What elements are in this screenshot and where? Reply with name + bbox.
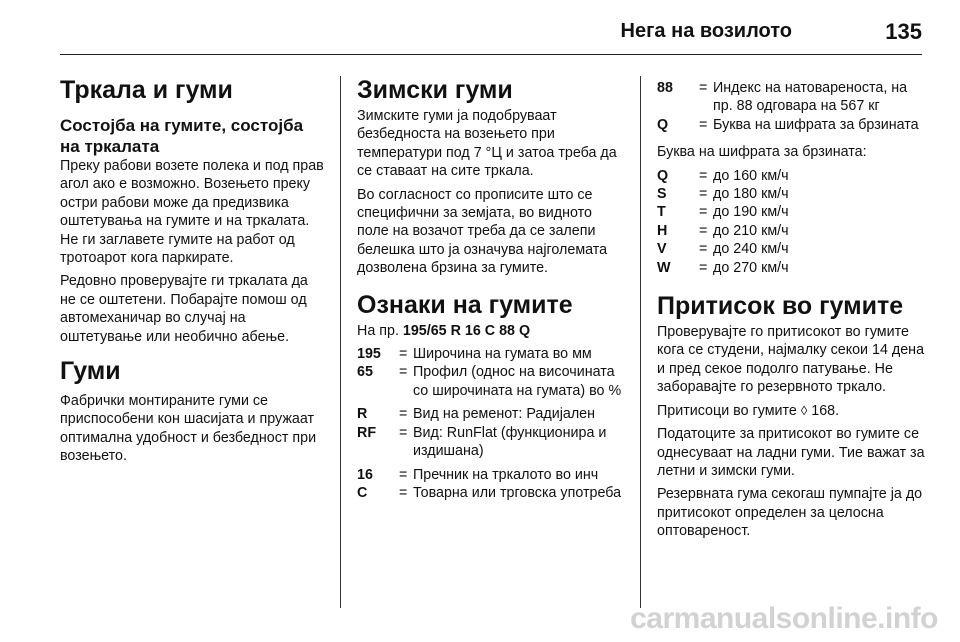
tyre-code-example	[357, 322, 625, 340]
paragraph: Во согласност со прописите што се специфични за земјата, во видното поле на возачот треба да се залепи белешка што ја означува најголемата дозволена брзина за гумите.	[357, 186, 608, 277]
definition-row	[357, 424, 625, 461]
reference-page[interactable]: 168.	[811, 402, 840, 419]
section-title-winter-tyres: Зимски гуми	[357, 76, 513, 104]
page-reference-icon: ◊	[800, 402, 808, 418]
definition-desc: Вид на ременот: Радијален	[413, 406, 596, 423]
speed-letter: H	[657, 222, 668, 239]
speed-code-intro: Буква на шифрата за брзината:	[657, 144, 867, 161]
speed-limit: до 190 км/ч	[713, 204, 789, 221]
speed-limit: до 240 км/ч	[713, 241, 789, 258]
definition-desc: Индекс на натовареноста, на пр. 88 одговара на 567 кг	[713, 80, 908, 115]
paragraph: Преку рабови возете полека и под прав агол ако е возможно. Возењето преку остри рабови може да предизвика оштетувања на гумите и на тркалата. Не ги заглавете гумите на работ од тротоарот кога паркирате.	[60, 158, 324, 267]
definition-term: 65	[357, 364, 373, 381]
paragraph: Фабрички монтираните гуми се приспособени кон шасијата и пружаат оптимална удобност и безбедност при возењето.	[60, 393, 317, 465]
column-divider	[340, 76, 341, 608]
page-header	[60, 14, 922, 55]
pressure-reference	[657, 402, 927, 420]
speed-limit: до 210 км/ч	[713, 222, 789, 239]
equals-sign: =	[699, 204, 708, 221]
equals-sign: =	[699, 222, 708, 239]
section-title-tyre-pressure: Притисок во гумите	[657, 292, 904, 321]
definition-term: C	[357, 484, 368, 501]
definition-term: Q	[657, 116, 669, 133]
equals-sign: =	[399, 406, 408, 423]
definition-list	[357, 466, 625, 503]
equals-sign: =	[399, 466, 408, 483]
header-title: Нега на возилото	[620, 20, 792, 42]
definition-term: 88	[657, 80, 673, 96]
definition-list	[357, 405, 625, 460]
definition-desc: Вид: RunFlat (функционира и издишана)	[413, 424, 607, 460]
speed-row	[657, 203, 927, 221]
reference-text: Притисоци во гумите	[657, 402, 797, 419]
equals-sign: =	[699, 241, 708, 258]
speed-code-list	[657, 167, 927, 277]
equals-sign: =	[699, 116, 708, 133]
definition-row	[357, 484, 625, 502]
paragraph: Зимските гуми ја подобруваат безбедноста на возењето при температури под 7 °Ц и затоа треба да се ставаат на сите тркала.	[357, 108, 617, 180]
definition-desc: Пречник на тркалото во инч	[413, 466, 599, 483]
definition-term: R	[357, 406, 368, 423]
equals-sign: =	[399, 484, 408, 501]
column-divider	[640, 76, 641, 608]
definition-row	[357, 405, 625, 423]
paragraph: Проверувајте го притисокот во гумите кога се студени, најмалку секои 14 дена и пред секое подолго патување. Не заборавајте го резервното тркало.	[657, 324, 925, 396]
definition-list	[657, 79, 927, 134]
speed-letter: S	[657, 186, 667, 203]
section-title-tyre-marks: Ознаки на гумите	[357, 290, 573, 319]
definition-desc: Буква на шифрата за брзината	[713, 116, 919, 133]
speed-row	[657, 185, 927, 203]
definition-term: 16	[357, 466, 373, 483]
speed-letter: T	[657, 204, 666, 221]
speed-limit: до 180 км/ч	[713, 186, 789, 203]
equals-sign: =	[699, 80, 708, 96]
speed-row	[657, 167, 927, 185]
column-2	[357, 64, 625, 507]
definition-desc: Товарна или трговска употреба	[413, 484, 622, 501]
subheading-tyre-condition: Состојба на гумите, состојба на тркалата	[60, 116, 304, 156]
equals-sign: =	[399, 424, 408, 441]
definition-desc: Широчина на гумата во мм	[413, 346, 592, 363]
definition-desc: Профил (однос на височината со широчината на гумата) во %	[413, 364, 622, 399]
column-3	[657, 64, 927, 546]
definition-row	[657, 79, 927, 116]
paragraph: Резервната гума секогаш пумпајте ја до притисокот определен за целосна оптовареност.	[657, 486, 923, 540]
equals-sign: =	[399, 364, 408, 381]
watermark: carmanualsonline.info	[630, 602, 938, 635]
example-prefix: На пр.	[357, 322, 399, 339]
equals-sign: =	[699, 186, 708, 203]
equals-sign: =	[699, 167, 708, 184]
definition-term: 195	[357, 346, 381, 363]
speed-letter: Q	[657, 167, 669, 184]
definition-row	[357, 363, 625, 400]
speed-row	[657, 240, 927, 258]
section-title-wheels-tyres: Тркала и гуми	[60, 76, 233, 104]
equals-sign: =	[399, 346, 408, 363]
definition-row	[357, 466, 625, 484]
section-title-tyres: Гуми	[60, 357, 121, 386]
speed-limit: до 160 км/ч	[713, 167, 789, 184]
page-number: 135	[885, 19, 922, 44]
speed-limit: до 270 км/ч	[713, 259, 789, 276]
speed-letter: W	[657, 259, 671, 276]
paragraph: Податоците за притисокот во гумите се однесуваат на ладни гуми. Тие важат за летни и зимски гуми.	[657, 426, 925, 479]
paragraph: Редовно проверувајте ги тркалата да не се оштетени. Побарајте помош од автомеханичар во случај на оштетување или необично абење.	[60, 273, 308, 345]
example-code: 195/65 R 16 C 88 Q	[402, 322, 531, 339]
equals-sign: =	[699, 259, 708, 276]
definition-row	[357, 345, 625, 363]
definition-list	[357, 345, 625, 400]
speed-row	[657, 259, 927, 277]
speed-row	[657, 222, 927, 240]
definition-term: RF	[357, 424, 377, 441]
definition-row	[657, 116, 927, 134]
column-1	[60, 64, 325, 471]
speed-letter: V	[657, 241, 667, 258]
